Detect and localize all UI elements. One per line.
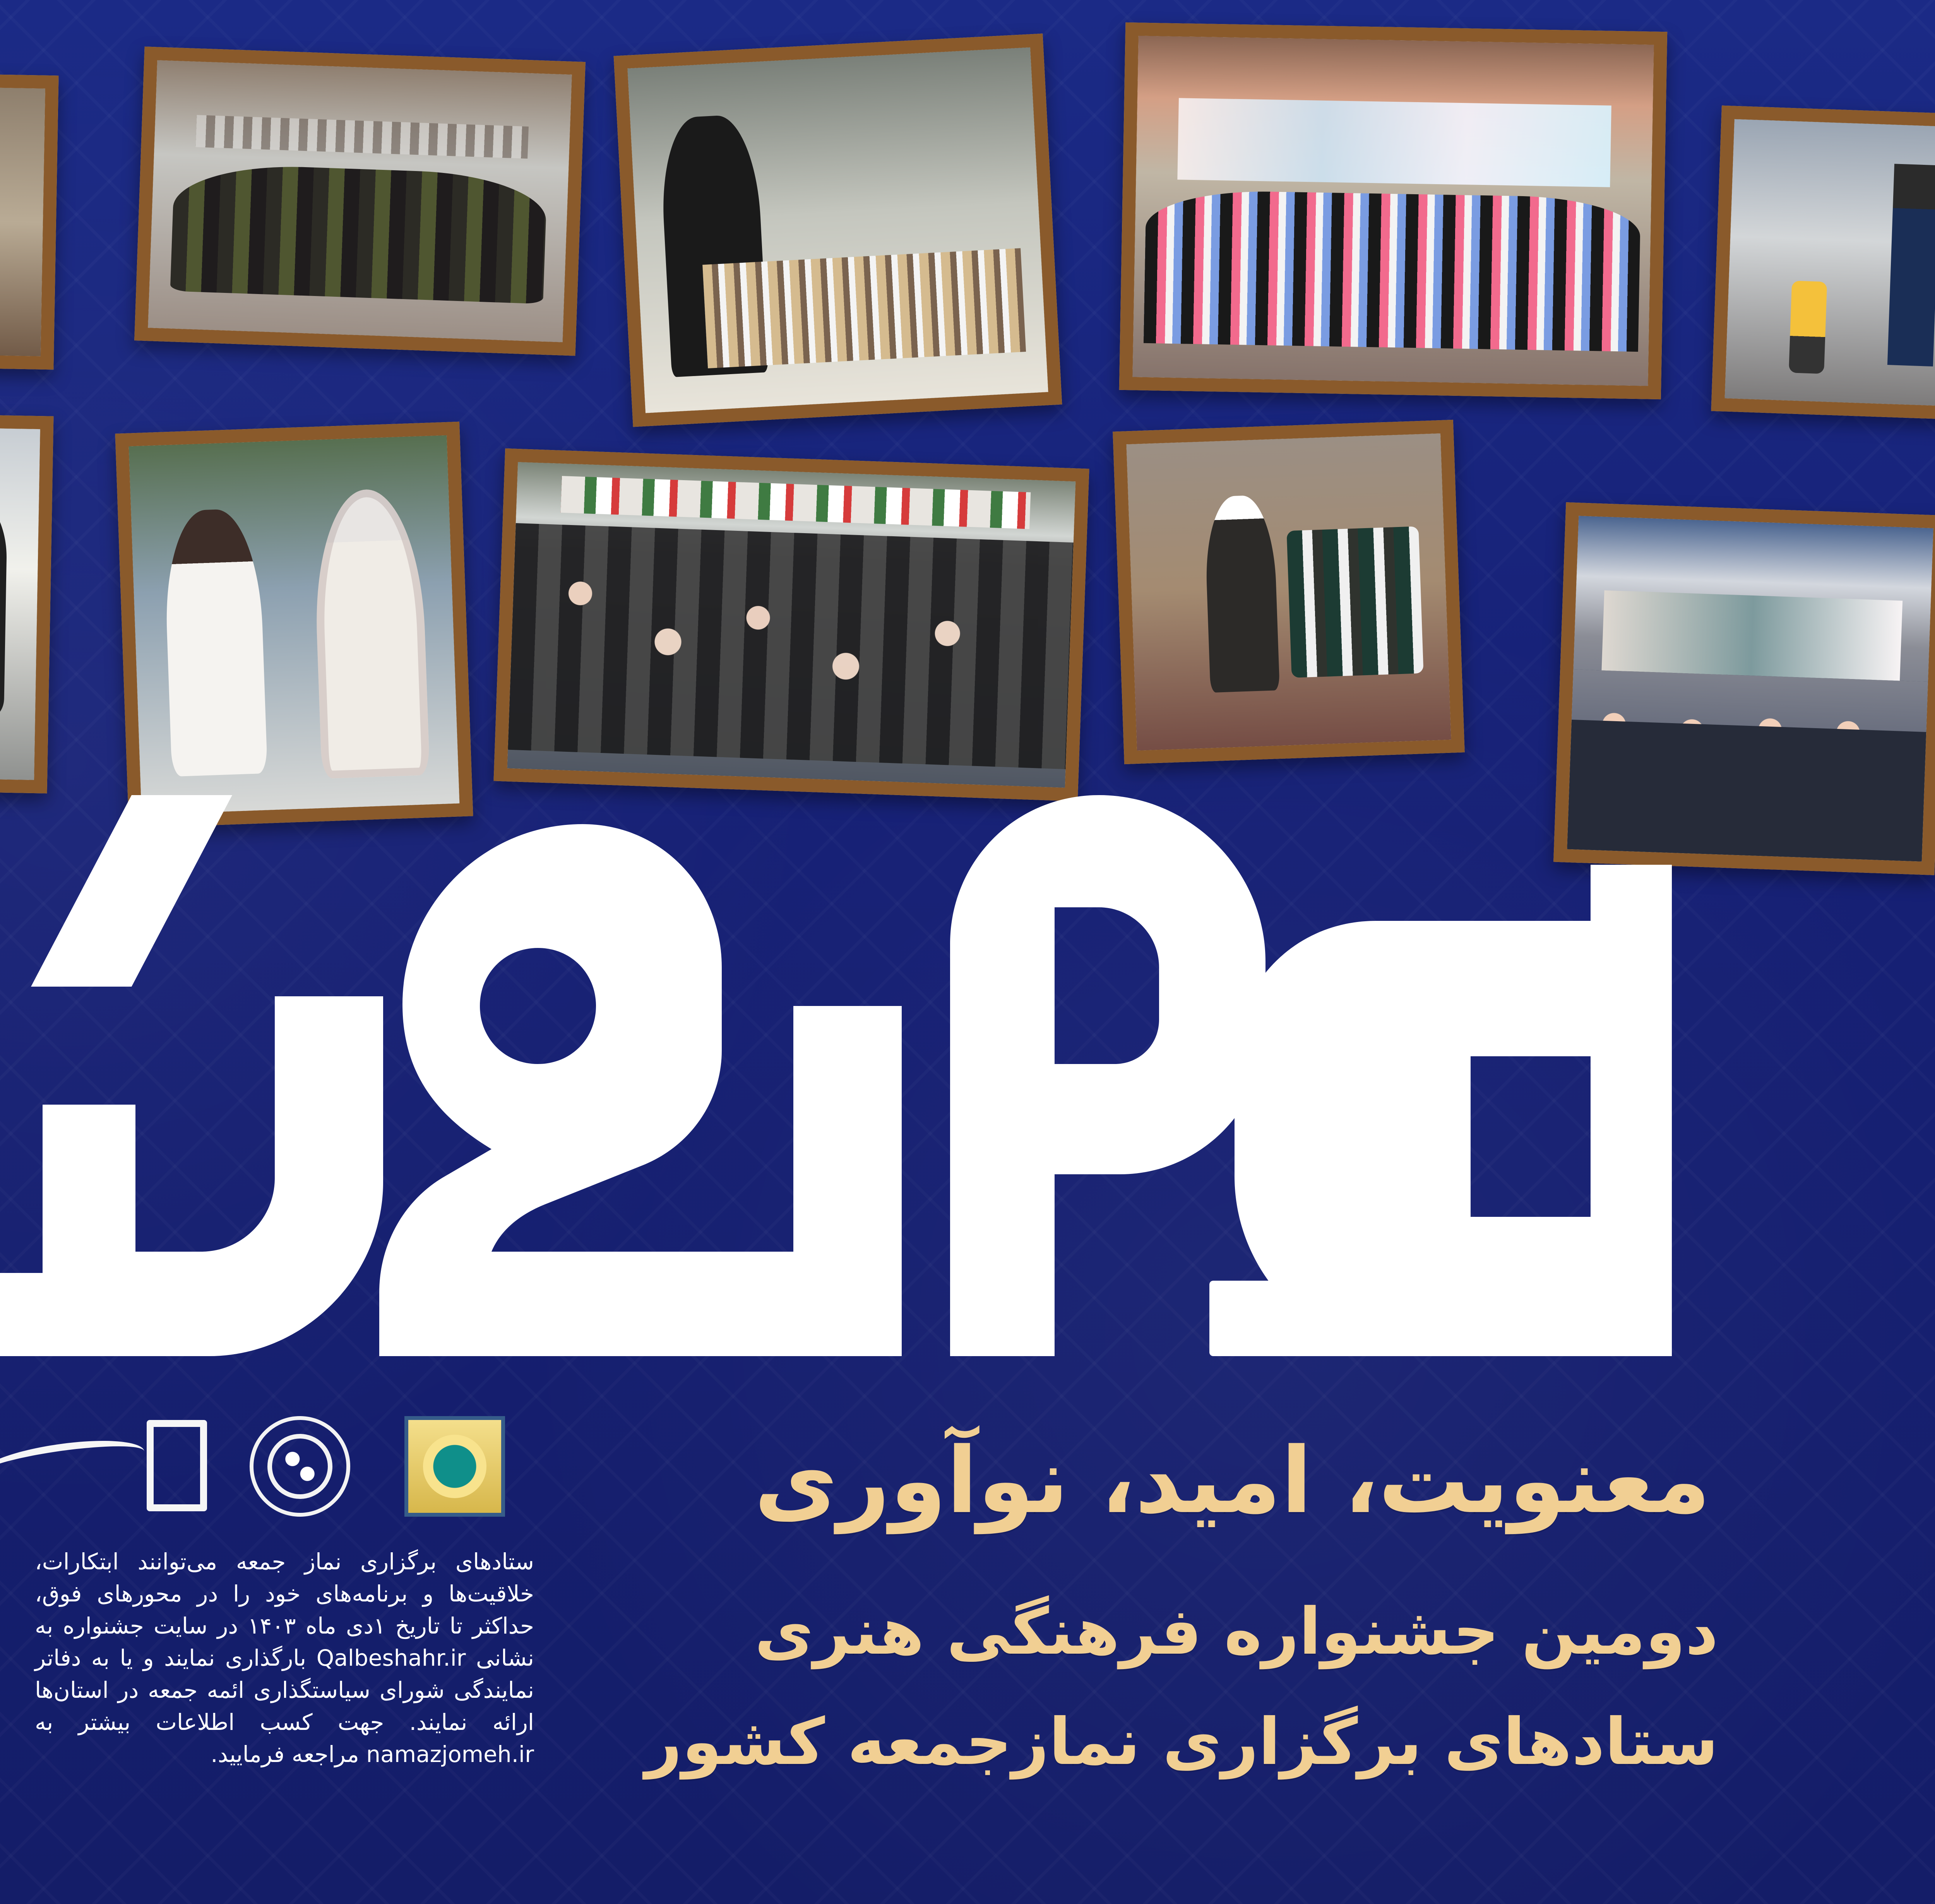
photo-9: [129, 435, 460, 814]
friday-prayer-logo: [404, 1416, 505, 1517]
photo-10: [507, 462, 1076, 788]
photo-frame-11: [1113, 420, 1464, 764]
photo-4: [627, 47, 1048, 413]
slogan: معنویت، امید، نوآوری: [754, 1428, 1711, 1534]
photo-2: [0, 81, 45, 356]
festival-logo: [250, 1416, 350, 1517]
photo-6: [1725, 119, 1935, 407]
photo-frame-10: [493, 448, 1089, 801]
headline-line-2: ستادهای برگزاری نمازجمعه کشور: [645, 1705, 1718, 1779]
photo-frame-4: [614, 34, 1062, 427]
photo-frame-9: [115, 422, 473, 828]
headline-line-1: دومین جشنواره فرهنگی هنری: [754, 1594, 1718, 1669]
partner-logos: [0, 1416, 521, 1528]
photo-frame-2: [0, 68, 59, 370]
photo-8: [0, 421, 40, 780]
photo-frame-3: [134, 46, 586, 356]
submission-paragraph: ستادهای برگزاری نماز جمعه می‌توانند ابتکارات، خلاقیت‌ها و برنامه‌های خود را در محورهای فوق، حداکثر تا تاریخ ۱دی ماه ۱۴۰۳ در سایت جشنواره به نشانی Qalbeshahr.ir بارگذاری نمایند و یا به دفاتر نمایندگی شورای سیاستگذاری ائمه جمعه در استان‌ها ارائه نمایند. جهت کسب اطلاعات بیشتر به namazjomeh.ir مراجعه فرمایید.: [35, 1548, 534, 1767]
photo-frame-5: [1119, 22, 1667, 399]
photo-11: [1126, 433, 1451, 751]
photo-3: [148, 60, 572, 342]
photo-frame-8: [0, 408, 53, 793]
photo-5: [1132, 36, 1654, 386]
qalb-shahr-logotype: [0, 795, 1672, 1356]
council-logo: [0, 1416, 207, 1509]
photo-frame-6: [1711, 106, 1935, 421]
